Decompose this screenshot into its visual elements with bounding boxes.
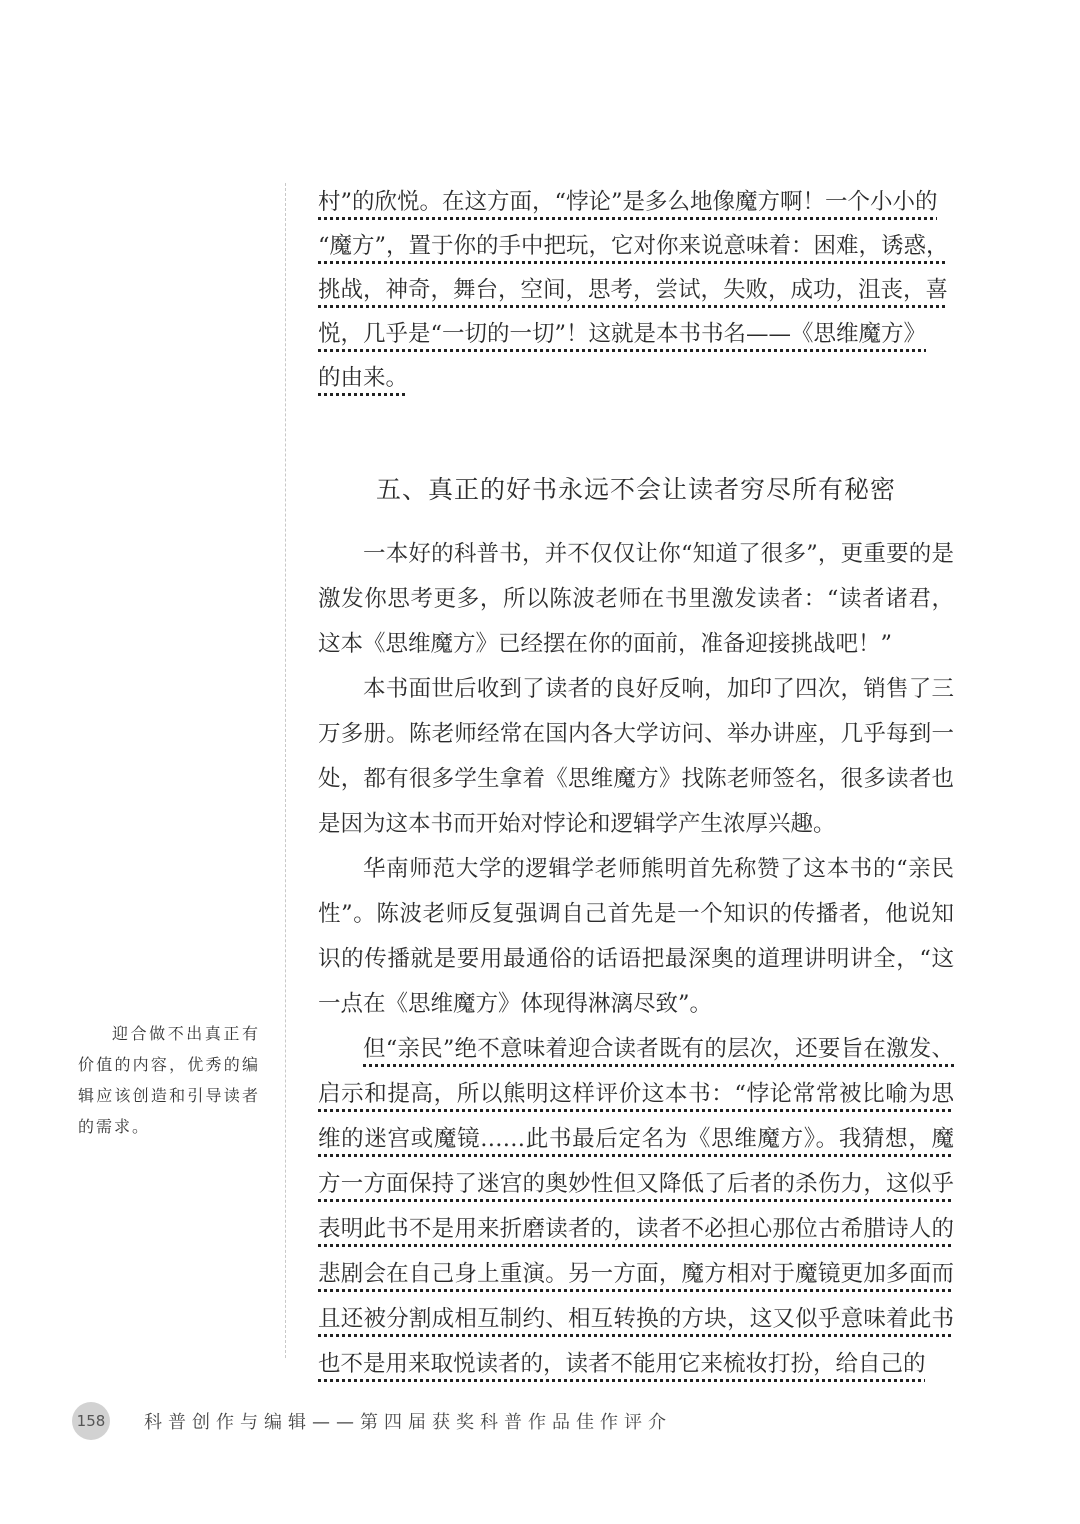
top-line-1: 村”的欣悦。在这方面，“悖论”是多么地像魔方啊！一个小小的 <box>318 189 938 215</box>
page-number-badge: 158 <box>72 1402 110 1440</box>
margin-divider <box>285 183 286 1358</box>
top-paragraph <box>318 180 954 400</box>
margin-note <box>78 1018 260 1142</box>
section-heading: 五、真正的好书永远不会让读者穷尽所有秘密 <box>375 475 896 504</box>
top-line-4: 悦，几乎是“一切的一切”！这就是本书书名——《思维魔方》 <box>318 321 927 347</box>
top-line-5: 的由来。 <box>318 365 409 391</box>
margin-note-text: 迎合做不出真正有价值的内容，优秀的编辑应该创造和引导读者的需求。 <box>78 1024 260 1136</box>
section-body <box>318 532 954 1387</box>
page-footer <box>72 1396 972 1446</box>
margin-note-indent <box>78 1024 112 1043</box>
paragraph-3: 华南师范大学的逻辑学老师熊明首先称赞了这本书的“亲民性”。陈波老师反复强调自己首先是一个知识的传播者，他说知识的传播就是要用最通俗的话语把最深奥的道理讲明讲全，“这一点在《思维魔方》体现得淋漓尽致”。 <box>318 856 954 1017</box>
paragraph-1: 一本好的科普书，并不仅仅让你“知道了很多”，更重要的是激发你思考更多，所以陈波老师在书里激发读者：“读者诸君，这本《思维魔方》已经摆在你的面前，准备迎接挑战吧！” <box>318 541 954 657</box>
top-line-3: 挑战，神奇，舞台，空间，思考，尝试，失败，成功，沮丧，喜 <box>318 277 949 303</box>
running-title: 科普创作与编辑——第四届获奖科普作品佳作评介 <box>144 1412 672 1433</box>
top-line-2: “魔方”，置于你的手中把玩，它对你来说意味着：困难，诱惑， <box>318 233 949 259</box>
paragraph-4-emphasized: 但“亲民”绝不意味着迎合读者既有的层次，还要旨在激发、启示和提高，所以熊明这样评价这本书：“悖论常常被比喻为思维的迷宫或魔镜……此书最后定名为《思维魔方》。我猜想，魔方一方面保持了迷宫的奥妙性但又降低了后者的杀伤力，这似乎表明此书不是用来折磨读者的，读者不必担心那位古希腊诗人的悲剧会在自己身上重演。另一方面，魔方相对于魔镜更加多面而且还被分割成相互制约、相互转换的方块，这又似乎意味着此书也不是用来取悦读者的，读者不能用它来梳妆打扮，给自己的 <box>318 1036 954 1377</box>
paragraph-2: 本书面世后收到了读者的良好反响，加印了四次，销售了三万多册。陈老师经常在国内各大学访问、举办讲座，几乎每到一处，都有很多学生拿着《思维魔方》找陈老师签名，很多读者也是因为这本书而开始对悖论和逻辑学产生浓厚兴趣。 <box>318 676 954 837</box>
